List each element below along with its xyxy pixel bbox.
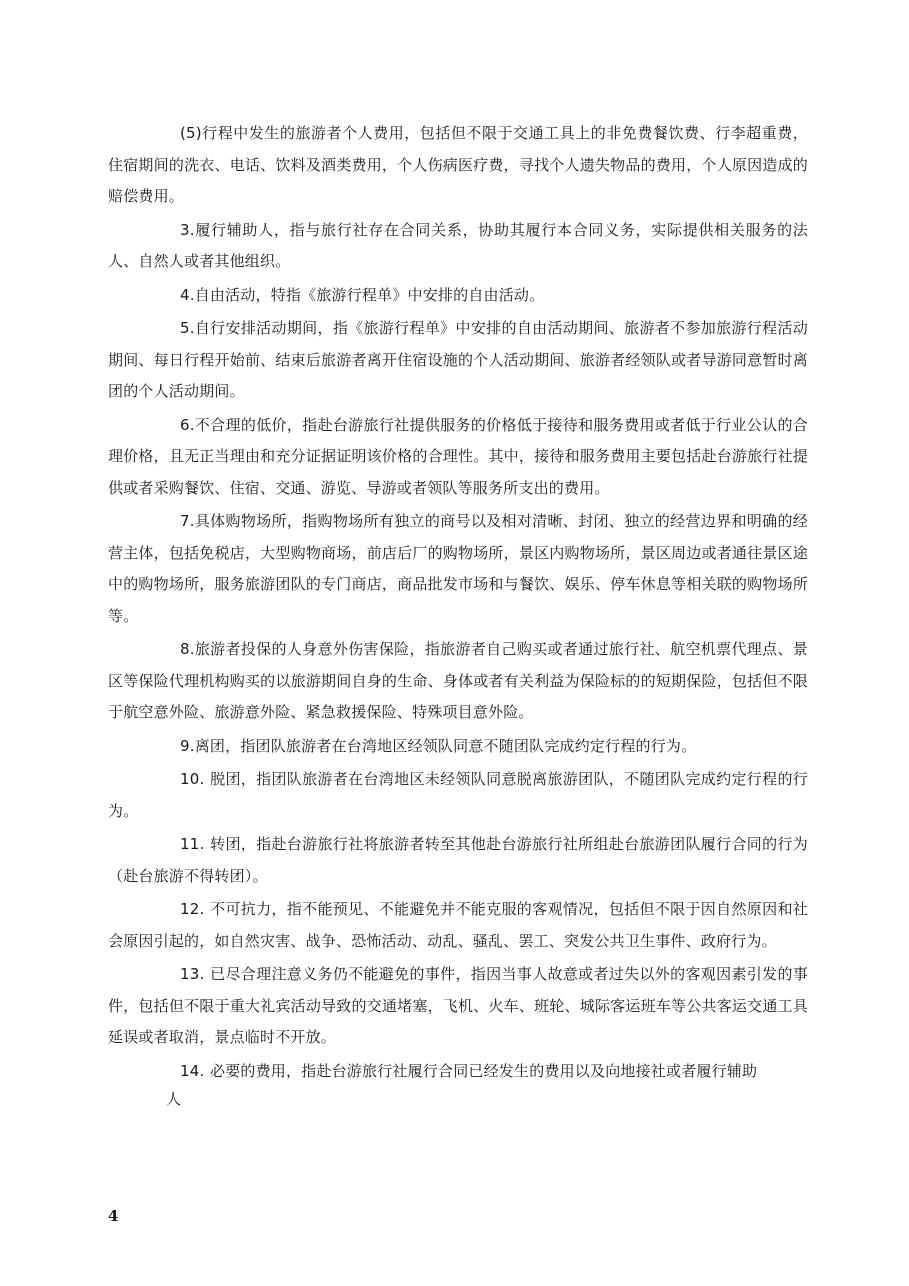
paragraph-14 [108, 1056, 808, 1088]
page-number: 4 [108, 1207, 119, 1225]
paragraph-text: 履行辅助人，指与旅行社存在合同关系，协助其履行本合同义务，实际提供相关服务的法人、自然人或者其他组织。 [108, 220, 808, 270]
paragraph-text: 旅游者投保的人身意外伤害保险，指旅游者自己购买或者通过旅行社、航空机票代理点、景区等保险代理机构购买的以旅游期间自身的生命、身体或者有关利益为保险标的的短期保险，包括但不限于航空意外险、旅游意外险、紧急救援保险、特殊项目意外险。 [108, 640, 808, 721]
paragraph-text: 离团，指团队旅游者在台湾地区经领队同意不随团队完成约定行程的行为。 [194, 736, 697, 755]
paragraph-number: 13. [180, 965, 205, 983]
paragraph-number: 10. [180, 770, 205, 788]
paragraph-8 [108, 634, 808, 729]
paragraph-item-5 [108, 118, 808, 213]
paragraph-text: 转团，指赴台游旅行社将旅游者转至其他赴台游旅行社所组赴台旅游团队履行合同的行为（赴台旅游不得转团）。 [108, 835, 808, 885]
paragraph-number: 3. [180, 220, 195, 239]
paragraph-6 [108, 410, 808, 505]
paragraph-number: 6. [180, 415, 195, 434]
paragraph-number: (5) [180, 124, 202, 142]
paragraph-text: 自行安排活动期间，指《旅游行程单》中安排的自由活动期间、旅游者不参加旅游行程活动期间、每日行程开始前、结束后旅游者离开住宿设施的个人活动期间、旅游者经领队或者导游同意暂时离团的个人活动期间。 [108, 319, 808, 400]
paragraph-number: 9. [180, 736, 195, 755]
paragraph-text: 不可抗力，指不能预见、不能避免并不能克服的客观情况，包括但不限于因自然原因和社会原因引起的，如自然灾害、战争、恐怖活动、动乱、骚乱、罢工、突发公共卫生事件、政府行为。 [108, 900, 808, 950]
paragraph-3 [108, 215, 808, 278]
paragraph-text: 必要的费用，指赴台游旅行社履行合同已经发生的费用以及向地接社或者履行辅助 [210, 1061, 758, 1080]
paragraph-4 [108, 280, 808, 312]
paragraph-number: 11. [180, 835, 205, 853]
paragraph-number: 5. [180, 319, 195, 337]
document-body [108, 118, 808, 1113]
paragraph-number: 14. [180, 1061, 205, 1080]
paragraph-13 [108, 959, 808, 1054]
paragraph-text: 脱团，指团队旅游者在台湾地区未经领队同意脱离旅游团队，不随团队完成约定行程的行为。 [108, 770, 808, 820]
paragraph-5 [108, 313, 808, 408]
paragraph-number: 8. [180, 640, 195, 658]
paragraph-number: 12. [180, 900, 205, 918]
paragraph-text: 已尽合理注意义务仍不能避免的事件，指因当事人故意或者过失以外的客观因素引发的事件，包括但不限于重大礼宾活动导致的交通堵塞，飞机、火车、班轮、城际客运班车等公共客运交通工具延误或者取消，景点临时不开放。 [108, 965, 808, 1046]
paragraph-text: 行程中发生的旅游者个人费用，包括但不限于交通工具上的非免费餐饮费、行李超重费，住宿期间的洗衣、电话、饮料及酒类费用，个人伤病医疗费，寻找个人遗失物品的费用，个人原因造成的赔偿费用。 [108, 124, 808, 205]
paragraph-9 [108, 731, 808, 763]
paragraph-10 [108, 764, 808, 827]
paragraph-number: 7. [180, 512, 195, 530]
paragraph-14-continuation: 人 [166, 1090, 182, 1108]
paragraph-12 [108, 894, 808, 957]
paragraph-11 [108, 829, 808, 892]
paragraph-number: 4. [180, 285, 195, 304]
paragraph-text: 自由活动，特指《旅游行程单》中安排的自由活动。 [194, 285, 545, 304]
paragraph-text: 具体购物场所，指购物场所有独立的商号以及相对清晰、封闭、独立的经营边界和明确的经营主体，包括免税店，大型购物商场，前店后厂的购物场所，景区内购物场所，景区周边或者通往景区途中的购物场所，服务旅游团队的专门商店，商品批发市场和与餐饮、娱乐、停车休息等相关联的购物场所等。 [108, 512, 808, 625]
paragraph-7 [108, 506, 808, 632]
paragraph-text: 不合理的低价，指赴台游旅行社提供服务的价格低于接待和服务费用或者低于行业公认的合理价格，且无正当理由和充分证据证明该价格的合理性。其中，接待和服务费用主要包括赴台游旅行社提供或者采购餐饮、住宿、交通、游览、导游或者领队等服务所支出的费用。 [108, 415, 808, 497]
